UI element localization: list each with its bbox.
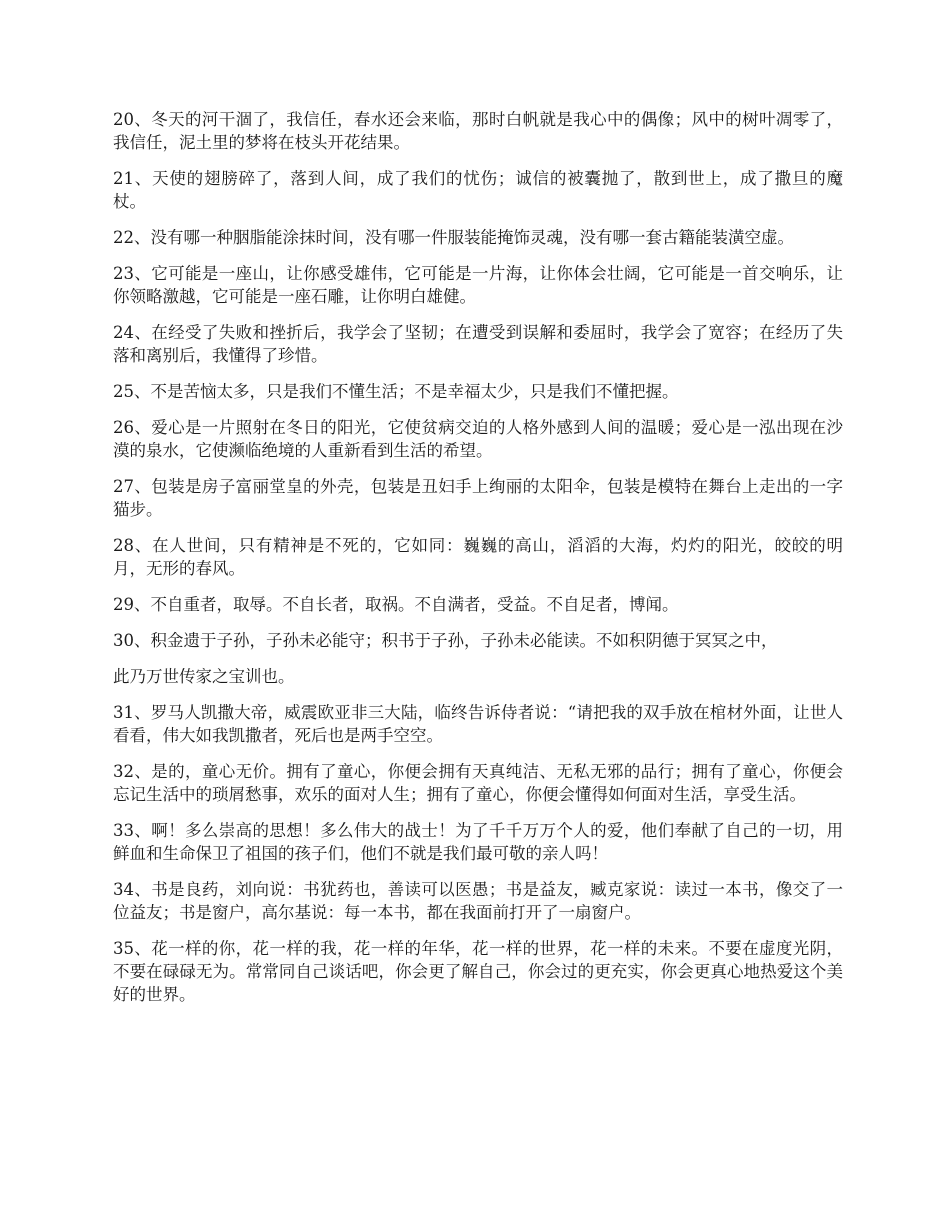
paragraph-26: 26、爱心是一片照射在冬日的阳光，它使贫病交迫的人格外感到人间的温暖；爱心是一泓出现在沙漠的泉水，它使濒临绝境的人重新看到生活的希望。 (113, 418, 843, 460)
paragraph-32: 32、是的，童心无价。拥有了童心，你便会拥有天真纯洁、无私无邪的品行；拥有了童心，你便会忘记生活中的琐屑愁事，欢乐的面对人生；拥有了童心，你便会懂得如何面对生活，享受生活。 (113, 762, 843, 804)
paragraph-30-continued: 此乃万世传家之宝训也。 (113, 667, 295, 686)
paragraph-28: 28、在人世间，只有精神是不死的，它如同：巍巍的高山，滔滔的大海，灼灼的阳光，皎皎的明月，无形的春风。 (113, 536, 843, 578)
paragraph-27: 27、包装是房子富丽堂皇的外壳，包装是丑妇手上绚丽的太阳伞，包装是模特在舞台上走出的一字猫步。 (113, 477, 843, 519)
paragraph-22: 22、没有哪一种胭脂能涂抹时间，没有哪一件服装能掩饰灵魂，没有哪一套古籍能装潢空虚。 (113, 228, 794, 247)
document-body (113, 108, 843, 1019)
paragraph-21: 21、天使的翅膀碎了，落到人间，成了我们的忧伤；诚信的被囊抛了，散到世上，成了撒旦的魔杖。 (113, 169, 843, 211)
paragraph-34: 34、书是良药，刘向说：书犹药也，善读可以医愚；书是益友，臧克家说：读过一本书，像交了一位益友；书是窗户，高尔基说：每一本书，都在我面前打开了一扇窗户。 (113, 880, 843, 922)
paragraph-24: 24、在经受了失败和挫折后，我学会了坚韧；在遭受到误解和委屈时，我学会了宽容；在经历了失落和离别后，我懂得了珍惜。 (113, 323, 843, 365)
paragraph-35: 35、花一样的你，花一样的我，花一样的年华，花一样的世界，花一样的未来。不要在虚度光阴，不要在碌碌无为。常常同自己谈话吧，你会更了解自己，你会过的更充实，你会更真心地热爱这个美好的世界。 (113, 939, 843, 1004)
paragraph-23: 23、它可能是一座山，让你感受雄伟，它可能是一片海，让你体会壮阔，它可能是一首交响乐，让你领略激越，它可能是一座石雕，让你明白雄健。 (113, 264, 843, 306)
paragraph-31: 31、罗马人凯撒大帝，威震欧亚非三大陆，临终告诉侍者说：“请把我的双手放在棺材外面，让世人看看，伟大如我凯撒者，死后也是两手空空。 (113, 703, 843, 745)
paragraph-25: 25、不是苦恼太多，只是我们不懂生活；不是幸福太少，只是我们不懂把握。 (113, 382, 679, 401)
paragraph-29: 29、不自重者，取辱。不自长者，取祸。不自满者，受益。不自足者，博闻。 (113, 595, 679, 614)
paragraph-30: 30、积金遗于子孙，子孙未必能守；积书于子孙，子孙未必能读。不如积阴德于冥冥之中， (113, 631, 778, 650)
paragraph-20: 20、冬天的河干涸了，我信任，春水还会来临，那时白帆就是我心中的偶像；风中的树叶凋零了，我信任，泥土里的梦将在枝头开花结果。 (113, 110, 843, 152)
paragraph-33: 33、啊！多么崇高的思想！多么伟大的战士！为了千千万万个人的爱，他们奉献了自己的一切，用鲜血和生命保卫了祖国的孩子们，他们不就是我们最可敬的亲人吗！ (113, 821, 843, 863)
